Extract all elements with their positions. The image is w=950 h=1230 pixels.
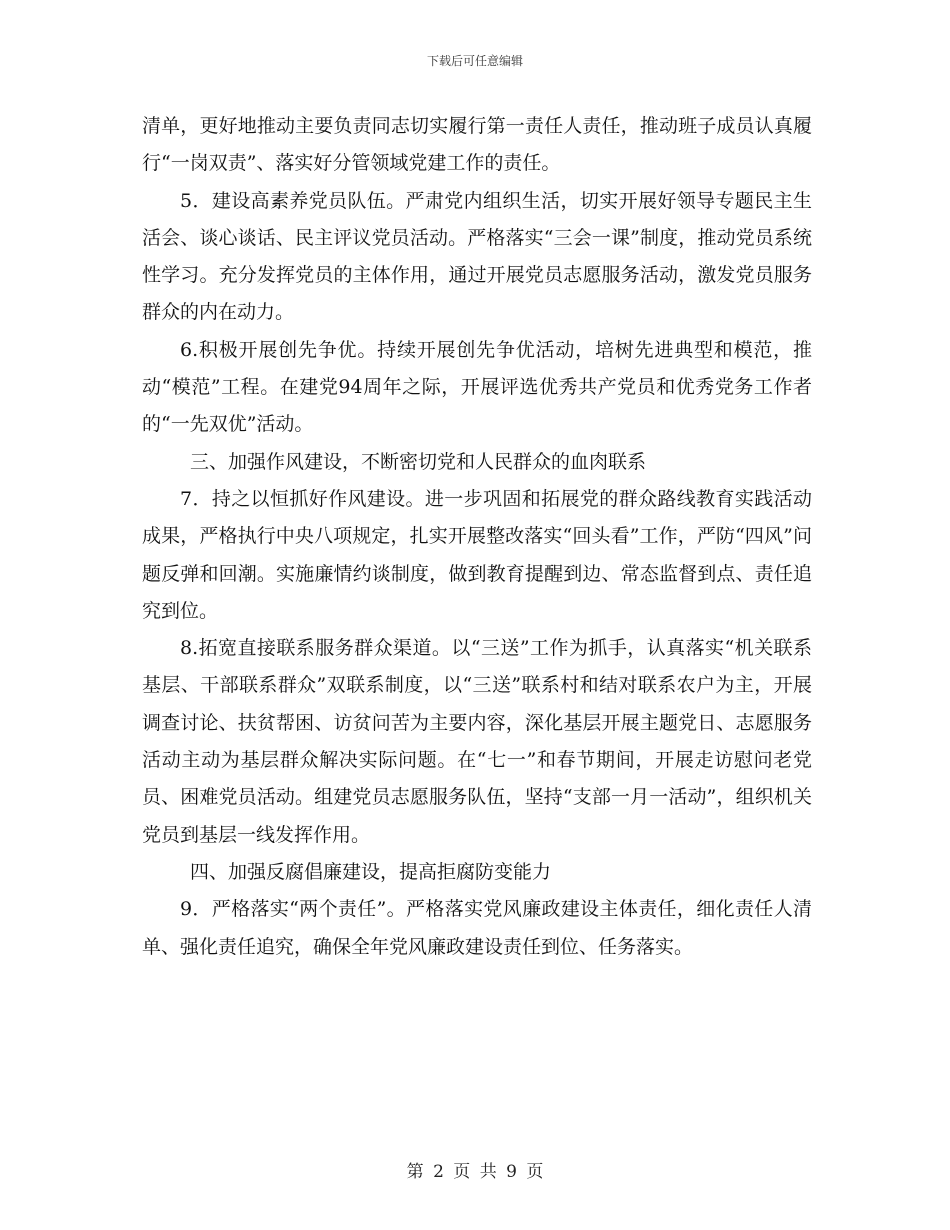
- paragraph-item-7: 7．持之以恒抓好作风建设。进一步巩固和拓展党的群众路线教育实践活动成果，严格执行中央八项规定，扎实开展整改落实“回头看”工作，严防“四风”问题反弹和回潮。实施廉情约谈制度，做到教育提醒到边、常态监督到点、责任追究到位。: [142, 487, 812, 622]
- paragraph-item-5: 5．建设高素养党员队伍。严肃党内组织生活，切实开展好领导专题民主生活会、谈心谈话、民主评议党员活动。严格落实“三会一课”制度，推动党员系统性学习。充分发挥党员的主体作用，通过开展党员志愿服务活动，激发党员服务群众的内在动力。: [142, 189, 812, 324]
- document-body: [142, 108, 812, 966]
- footer-total-prefix: 共: [479, 1162, 497, 1182]
- paragraph-item-8: 8.拓宽直接联系服务群众渠道。以“三送”工作为抓手，认真落实“机关联系基层、干部联系群众”双联系制度，以“三送”联系村和结对联系农户为主，开展调查讨论、扶贫帮困、访贫问苦为主要内容，深化基层开展主题党日、志愿服务活动主动为基层群众解决实际问题。在“七一”和春节期间，开展走访慰问老党员、困难党员活动。组建党员志愿服务队伍，坚持“支部一月一活动”，组织机关党员到基层一线发挥作用。: [142, 637, 812, 846]
- page-number-footer: [0, 1157, 950, 1182]
- footer-current-page: 2: [433, 1162, 444, 1182]
- footer-prefix: 第: [406, 1162, 424, 1182]
- header-note: 下载后可任意编辑: [426, 54, 523, 68]
- section-heading-3: 三、加强作风建设，不断密切党和人民群众的血肉联系: [190, 450, 647, 473]
- footer-suffix: 页: [526, 1162, 544, 1182]
- section-heading-4: 四、加强反腐倡廉建设，提高拒腐防变能力: [190, 860, 552, 883]
- footer-total-pages: 9: [506, 1162, 517, 1182]
- paragraph-item-9: 9．严格落实“两个责任”。严格落实党风廉政建设主体责任，细化责任人清单、强化责任追究，确保全年党风廉政建设责任到位、任务落实。: [142, 898, 812, 958]
- footer-page-word: 页: [453, 1162, 471, 1182]
- paragraph-continuation: 清单，更好地推动主要负责同志切实履行第一责任人责任，推动班子成员认真履行“一岗双责”、落实好分管领域党建工作的责任。: [142, 115, 812, 175]
- paragraph-item-6: 6.积极开展创先争优。持续开展创先争优活动，培树先进典型和模范，推动“模范”工程。在建党94周年之际，开展评选优秀共产党员和优秀党务工作者的“一先双优”活动。: [142, 338, 812, 436]
